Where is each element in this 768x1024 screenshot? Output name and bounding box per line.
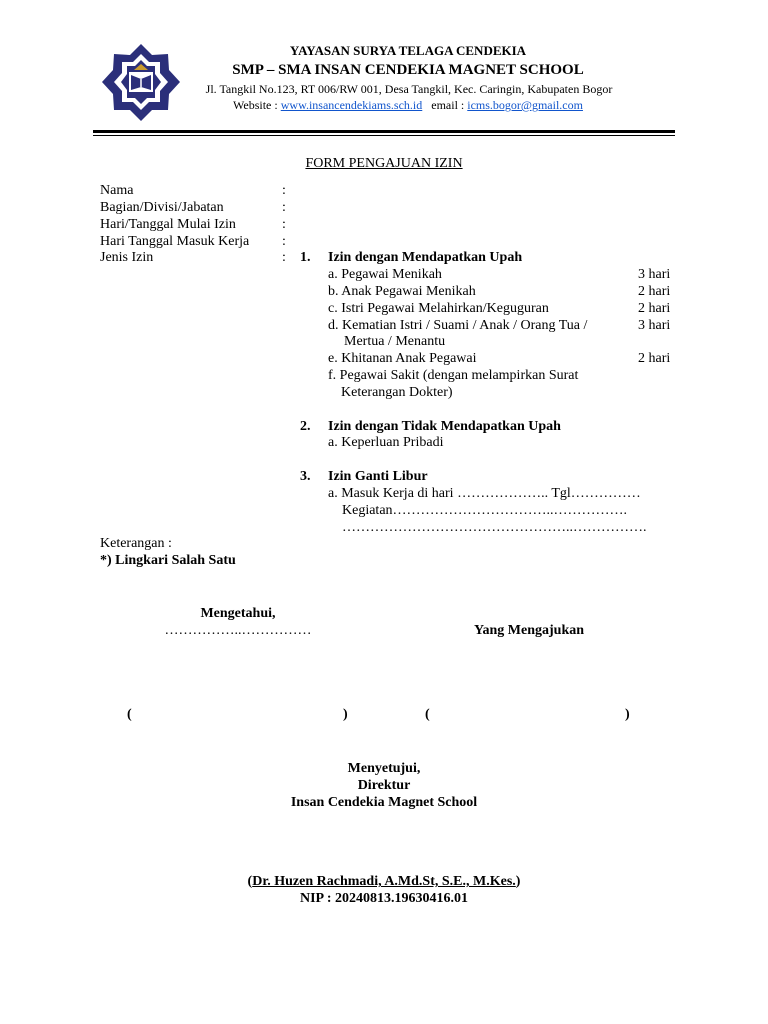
- website-label: Website :: [233, 98, 281, 112]
- form-title: FORM PENGAJUAN IZIN: [305, 156, 463, 171]
- director-open-paren: (: [247, 874, 253, 889]
- sec1-item-e-days: 2 hari: [638, 351, 671, 366]
- field-masuk-label: Hari Tanggal Masuk Kerja: [100, 234, 250, 249]
- sec1-item-f-cont: Keterangan Dokter): [341, 385, 453, 400]
- sec1-item-d-cont: Mertua / Menantu: [344, 334, 446, 349]
- sec3-number: 3.: [300, 469, 311, 484]
- sec3-line2: Kegiatan……………………………..…………….: [342, 503, 628, 518]
- known-label: Mengetahui,: [200, 606, 276, 621]
- sec1-title: Izin dengan Mendapatkan Upah: [328, 250, 523, 265]
- contact-line: [188, 98, 628, 113]
- known-sign-open: (: [127, 707, 132, 722]
- sec2-title: Izin dengan Tidak Mendapatkan Upah: [328, 419, 561, 434]
- director-label: Direktur: [357, 778, 411, 793]
- director-name: Dr. Huzen Rachmadi, A.Md.St, S.E., M.Kes.: [252, 874, 516, 889]
- note-text: *) Lingkari Salah Satu: [100, 553, 236, 568]
- sec1-item-a: a. Pegawai Menikah: [328, 267, 442, 282]
- field-jenis-sep: :: [282, 250, 286, 265]
- field-bagian-sep: :: [282, 200, 286, 215]
- foundation-name: YAYASAN SURYA TELAGA CENDEKIA: [289, 43, 527, 58]
- field-mulai-sep: :: [282, 217, 286, 232]
- director-nip: NIP : 20240813.19630416.01: [300, 891, 468, 906]
- director-signature: [184, 873, 584, 890]
- header-divider-thin: [93, 135, 675, 136]
- sec3-line3: …………………………………………..…………….: [342, 520, 647, 535]
- sec1-item-c: c. Istri Pegawai Melahirkan/Keguguran: [328, 301, 549, 316]
- sec1-item-c-days: 2 hari: [638, 301, 671, 316]
- sec1-item-b: b. Anak Pegawai Menikah: [328, 284, 476, 299]
- sec3-title: Izin Ganti Libur: [328, 469, 428, 484]
- email-link[interactable]: icms.bogor@gmail.com: [467, 98, 583, 112]
- field-mulai-label: Hari/Tanggal Mulai Izin: [100, 217, 236, 232]
- applicant-sign-close: ): [625, 707, 630, 722]
- sec1-item-e: e. Khitanan Anak Pegawai: [328, 351, 477, 366]
- approve-label: Menyetujui,: [347, 761, 421, 776]
- known-dots: ……………..……………: [164, 623, 312, 638]
- sec1-item-d-days: 3 hari: [638, 318, 671, 333]
- school-logo: [98, 42, 184, 124]
- school-address: Jl. Tangkil No.123, RT 006/RW 001, Desa Tangkil, Kec. Caringin, Kabupaten Bogor: [205, 82, 613, 96]
- sec1-item-a-days: 3 hari: [638, 267, 671, 282]
- field-bagian-label: Bagian/Divisi/Jabatan: [100, 200, 224, 215]
- known-sign-close: ): [343, 707, 348, 722]
- field-jenis-label: Jenis Izin: [100, 250, 154, 265]
- sec1-item-f: f. Pegawai Sakit (dengan melampirkan Surat: [328, 368, 579, 383]
- field-nama-sep: :: [282, 183, 286, 198]
- sec2-number: 2.: [300, 419, 311, 434]
- sec1-number: 1.: [300, 250, 311, 265]
- sec1-item-b-days: 2 hari: [638, 284, 671, 299]
- sec1-item-d: d. Kematian Istri / Suami / Anak / Orang Tua /: [328, 318, 588, 333]
- applicant-label: Yang Mengajukan: [473, 623, 585, 638]
- website-link[interactable]: www.insancendekiams.sch.id: [280, 98, 423, 112]
- field-masuk-sep: :: [282, 234, 286, 249]
- director-close-paren: ): [515, 874, 521, 889]
- note-label: Keterangan :: [100, 536, 172, 551]
- applicant-sign-open: (: [425, 707, 430, 722]
- field-nama-label: Nama: [100, 183, 134, 198]
- email-label: email :: [431, 98, 468, 112]
- sec3-line1: a. Masuk Kerja di hari ……………….. Tgl……………: [328, 486, 641, 501]
- header-divider: [93, 130, 675, 133]
- institution-name: Insan Cendekia Magnet School: [290, 795, 478, 810]
- school-name: SMP – SMA INSAN CENDEKIA MAGNET SCHOOL: [232, 62, 584, 78]
- sec2-item-a: a. Keperluan Pribadi: [328, 435, 444, 450]
